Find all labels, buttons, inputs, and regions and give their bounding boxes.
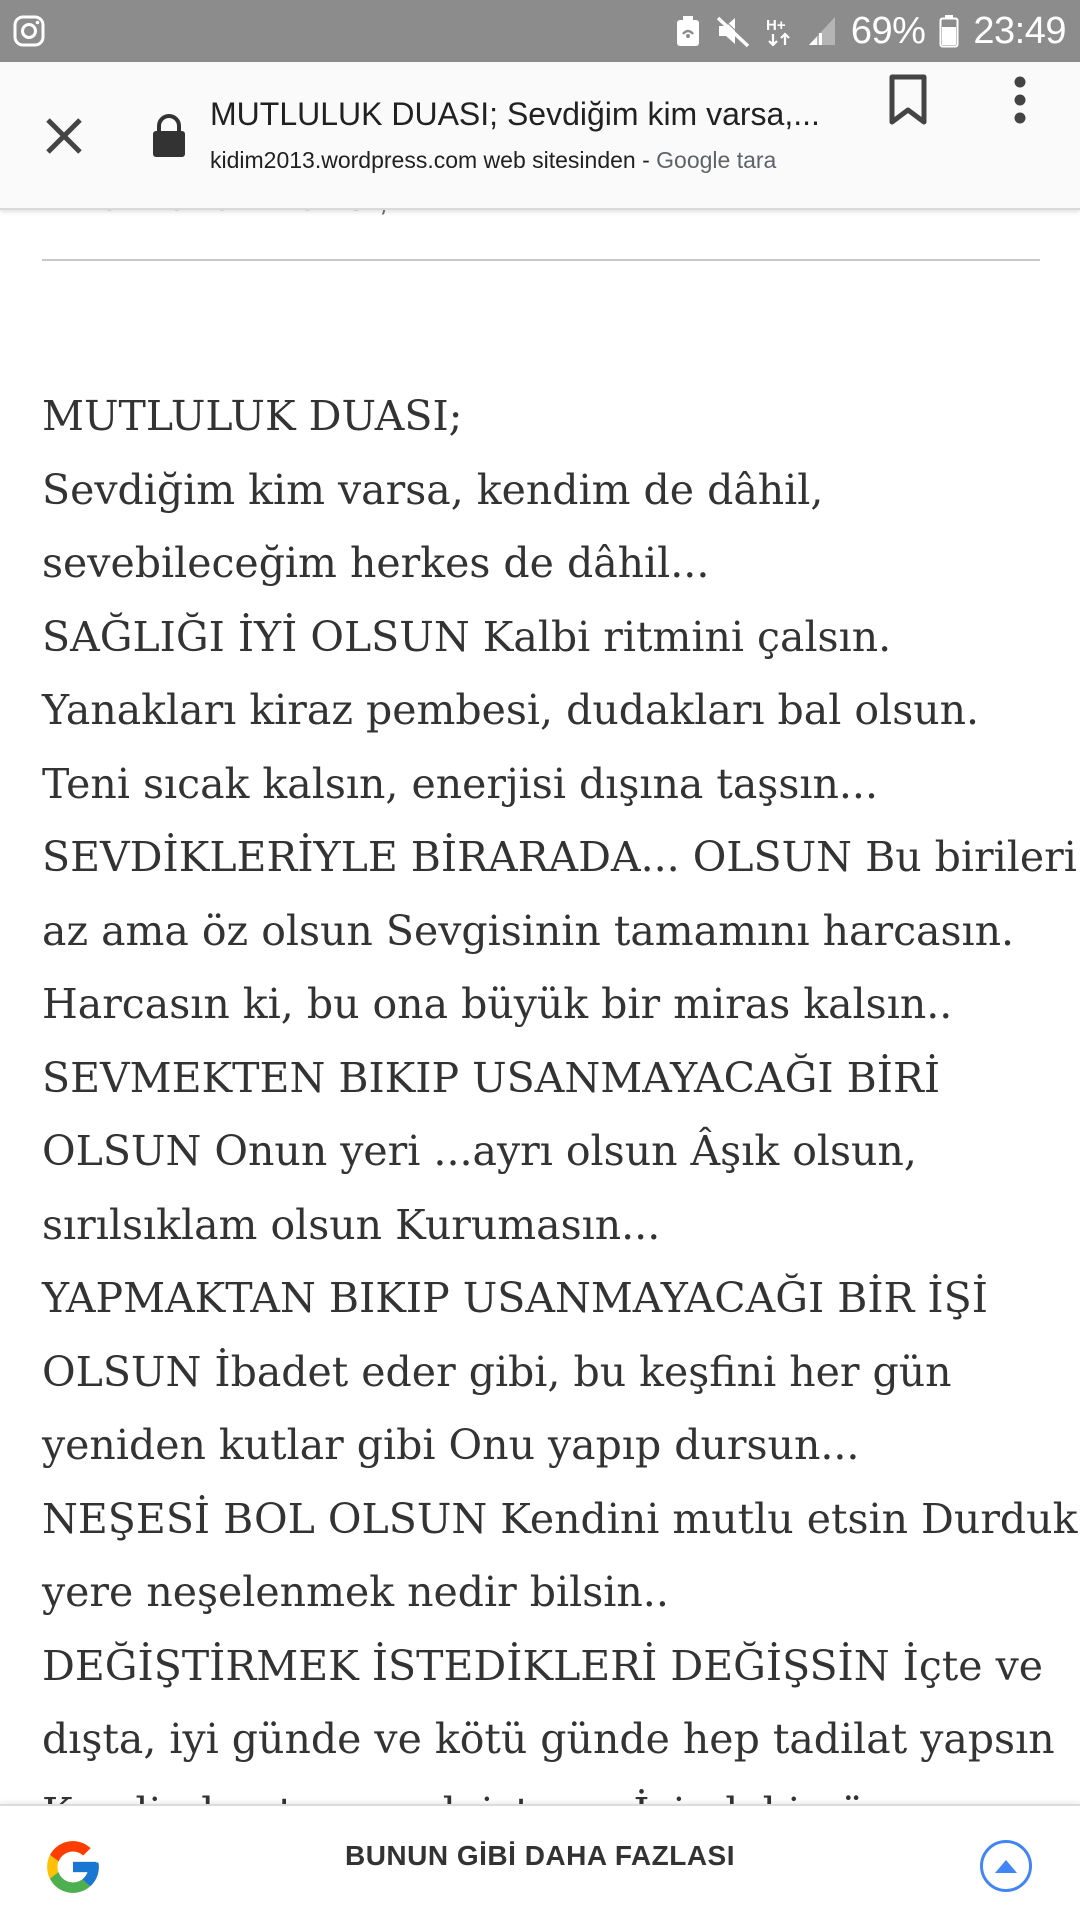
more-options-button[interactable]	[1000, 65, 1040, 135]
poem-line: NEŞESİ BOL OLSUN Kendini mutlu etsin Durduk	[42, 1494, 1078, 1543]
more-vert-icon	[1013, 75, 1027, 125]
poem-line: DEĞİŞTİRMEK İSTEDİKLERİ DEĞİŞSİN İçte ve	[42, 1641, 1043, 1690]
poem-line: yere neşelenmek nedir bilsin..	[42, 1568, 669, 1616]
network-type-icon	[765, 14, 793, 48]
instagram-icon	[12, 14, 46, 48]
mute-icon	[715, 14, 751, 48]
expand-button[interactable]	[980, 1840, 1032, 1892]
battery-percent: 69%	[850, 9, 926, 52]
poem-line: YAPMAKTAN BIKIP USANMAYACAĞI BİR İŞİ	[42, 1274, 988, 1322]
signal-icon	[807, 15, 837, 47]
poem-line: sırılsıklam olsun Kurumasın...	[42, 1200, 661, 1249]
page-source	[210, 140, 830, 180]
bookmark-button[interactable]	[882, 70, 934, 130]
lock-icon	[150, 112, 188, 160]
poem-text	[42, 380, 1078, 1850]
poem-line: dışta, iyi günde ve kötü günde hep tadilat yapsın	[42, 1715, 1055, 1763]
page-info[interactable]	[210, 92, 830, 180]
close-button[interactable]	[36, 108, 92, 164]
poem-line: SEVDİKLERİYLE BİRARADA... OLSUN Bu birileri	[42, 833, 1077, 881]
poem-line: OLSUN İbadet eder gibi, bu keşfini her gün	[42, 1347, 952, 1396]
page-title: MUTLULUK DUASI; Sevdiğim kim varsa,...	[210, 96, 820, 132]
close-icon	[42, 114, 86, 158]
divider	[42, 259, 1040, 261]
browser-toolbar	[0, 62, 1080, 210]
battery-icon	[939, 14, 959, 48]
status-bar	[0, 0, 1080, 62]
poem-line: Harcasın ki, bu ona büyük bir miras kalsın..	[42, 980, 953, 1028]
svg-text:H+: H+	[765, 17, 786, 34]
poem-line: sevebileceğim herkes de dâhil...	[42, 539, 710, 587]
bookmark-icon	[888, 74, 928, 126]
poem-line: SEVMEKTEN BIKIP USANMAYACAĞI BİRİ	[42, 1053, 941, 1102]
poem-line: OLSUN Onun yeri ...ayrı olsun Âşık olsun,	[42, 1127, 917, 1175]
poem-line: az ama öz olsun Sevgisinin tamamını harcasın.	[42, 906, 1015, 955]
poem-line: MUTLULUK DUASI;	[42, 392, 463, 440]
source-domain: kidim2013.wordpress.com web sitesinden -	[210, 147, 657, 173]
bottom-bar	[0, 1804, 1080, 1920]
expand-up-icon	[993, 1857, 1019, 1875]
poem-line: yeniden kutlar gibi Onu yapıp dursun...	[42, 1421, 860, 1469]
clock: 23:49	[973, 9, 1066, 52]
poem-line: Yanakları kiraz pembesi, dudakları bal olsun.	[42, 686, 980, 734]
poem-line: SAĞLIĞI İYİ OLSUN Kalbi ritmini çalsın.	[42, 612, 892, 661]
source-suffix: Google tara	[656, 147, 777, 173]
poem-line: Teni sıcak kalsın, enerjisi dışına taşsın...	[42, 759, 878, 808]
nfc-icon	[675, 14, 701, 48]
poem-line: Sevdiğim kim varsa, kendim de dâhil,	[42, 465, 824, 514]
more-like-this-link[interactable]: BUNUN GİBİ DAHA FAZLASI	[344, 1840, 735, 1871]
page-content[interactable]	[0, 210, 1080, 1804]
